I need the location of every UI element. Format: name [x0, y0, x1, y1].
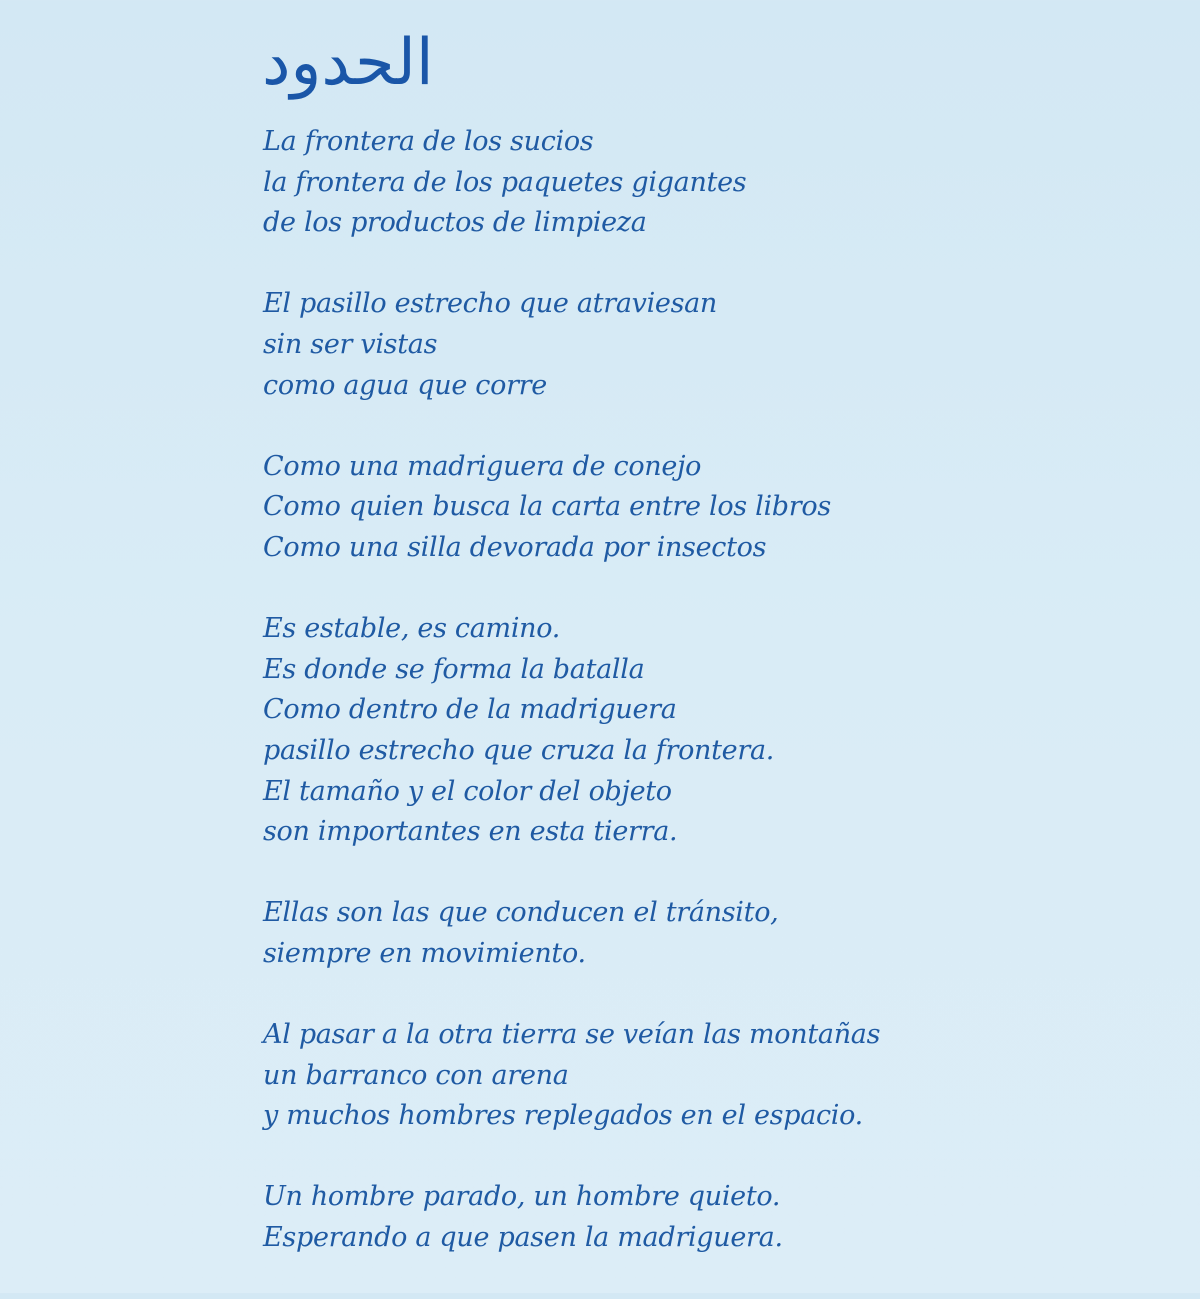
- poem-title: [262, 18, 482, 108]
- stanza: [263, 122, 1123, 244]
- poem-line: un barranco con arena: [263, 1059, 569, 1091]
- stanza: [263, 1015, 1123, 1137]
- poem-line: La frontera de los sucios: [263, 126, 594, 157]
- poem-line: Como una silla devorada por insectos: [263, 531, 767, 563]
- poem-line: Es estable, es camino.: [263, 613, 561, 645]
- poem-line: son importantes en esta tierra.: [263, 816, 678, 848]
- stanza: [263, 893, 1123, 974]
- stanza: [263, 609, 1123, 853]
- poem-line: Ellas son las que conducen el tránsito,: [263, 897, 779, 929]
- poem-line: sin ser vistas: [263, 328, 438, 360]
- poem-line: Es donde se forma la batalla: [263, 653, 645, 685]
- poem-line: El pasillo estrecho que atraviesan: [263, 288, 718, 320]
- poem-line: de los productos de limpieza: [263, 207, 647, 239]
- poem-line: Al pasar a la otra tierra se veían las montañas: [263, 1019, 881, 1051]
- poem-line: Un hombre parado, un hombre quieto.: [263, 1181, 781, 1213]
- stanza: [263, 1177, 1123, 1258]
- poem-line: siempre en movimiento.: [263, 937, 586, 969]
- poem-line: y muchos hombres replegados en el espacio.: [263, 1100, 863, 1132]
- poem-line: Como dentro de la madriguera: [263, 694, 677, 726]
- poem-line: pasillo estrecho que cruza la frontera.: [263, 734, 775, 766]
- poem-line: como agua que corre: [263, 369, 547, 401]
- stanza: [263, 284, 1123, 406]
- stanza: [263, 447, 1123, 569]
- poem-line: la frontera de los paquetes gigantes: [263, 166, 747, 198]
- poem-body: [263, 122, 1123, 1299]
- poem-line: El tamaño y el color del objeto: [263, 775, 672, 807]
- poem-title-text: الحدود: [262, 26, 434, 100]
- poem-line: Como una madriguera de conejo: [263, 450, 702, 482]
- poem-line: Esperando a que pasen la madriguera.: [263, 1222, 783, 1254]
- poem-line: Como quien busca la carta entre los libros: [263, 491, 831, 523]
